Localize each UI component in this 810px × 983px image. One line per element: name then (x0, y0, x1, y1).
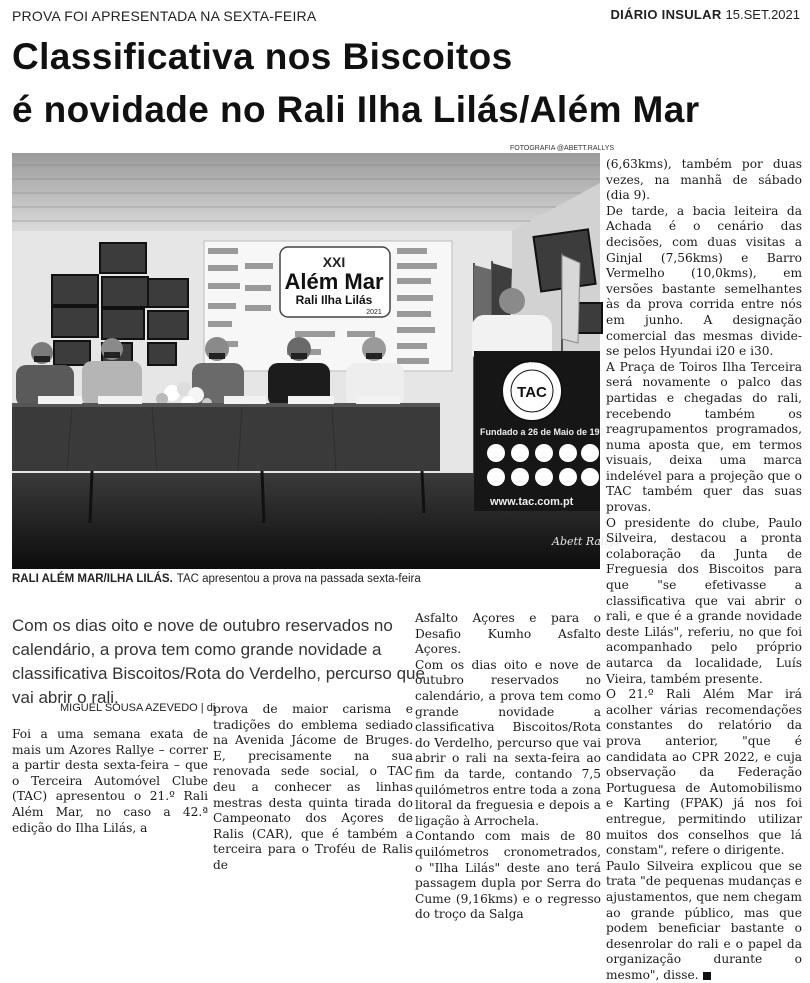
caption-text: TAC apresentou a prova na passada sexta-feira (176, 573, 421, 585)
paragraph: O presidente do clube, Paulo Silveira, destacou a pronta colaboração da Junta de Freguesia dos Biscoitos para que "se efetivasse a classificativa que vai abrir o rali, e que é a grande novidade deste Lilás", referiu, no que foi acompanhado pelo próprio autarca da localidade, Luís Vieira, também presente. (606, 515, 802, 686)
paragraph: (6,63kms), também por duas vezes, na manhã de sábado (dia 9). (606, 157, 802, 203)
photo-illustration (12, 153, 620, 569)
paragraph: Contando com mais de 80 quilómetros cronometrados, o "Ilha Lilás" deste ano terá passagem dupla por Serra do Cume (9,16kms) e o regresso do troço da Salga (415, 829, 601, 922)
paragraph-text: Paulo Silveira explicou que se trata "de pequenas mudanças e ajustamentos, que nem chegam ao grande público, mas que podem beneficiar bastante o desenrolar do rali e o papel da organização durante o mesmo", disse. (606, 858, 802, 982)
lectern-founded: Fundado a 26 de Maio de 197 (480, 427, 605, 437)
lectern-url: www.tac.com.pt (490, 496, 574, 508)
article-column-4 (606, 157, 802, 983)
tac-logo-ring-text: TERCEIRA AUTOMÓVEL CLUBE (505, 360, 559, 364)
headline-line-1: Classificativa nos Biscoitos (12, 36, 513, 77)
tac-logo-text: TAC (517, 384, 547, 401)
press-conference-photo (12, 153, 620, 569)
event-logo-title: Além Mar (284, 269, 384, 294)
paragraph: Foi a uma semana exata de mais um Azores Rallye – correr a partir desta sexta-feira – que o Terceira Automóvel Clube (TAC) apresentou o 21.º Rali Além Mar, no caso a 42.ª edição do Ilha Lilás, a (12, 727, 208, 835)
photo-credit: FOTOGRAFIA @ABETT.RALLYS (510, 145, 615, 152)
paragraph: Com os dias oito e nove de outubro reservados no calendário, a prova tem como grande novidade a classificativa Biscoitos/Rota do Verdelho, percurso que vai abrir o rali na sexta-feira ao fim da tarde, contando 7,5 quilómetros entre toda a zona litoral da freguesia e depois a ligação à Arrochela. (415, 657, 601, 828)
lead-paragraph: Com os dias oito e nove de outubro reservados no calendário, a prova tem como grande novidade a classificativa Biscoitos/Rota do Verdelho, percurso que vai abrir o rali. (12, 616, 425, 707)
table (12, 403, 440, 471)
paragraph: A Praça de Toiros Ilha Terceira será novamente o palco das partidas e chegadas do rali, recebendo também os reagrupamentos programados, numa aposta que, em termos visuais, deixa uma marca indelével para a projeção que o TAC também quer das suas provas. (606, 359, 802, 515)
event-logo-edition: XXI (322, 254, 346, 270)
newspaper-masthead (610, 7, 800, 22)
newspaper-name: DIÁRIO INSULAR (610, 7, 722, 22)
article-column-2 (213, 702, 413, 874)
headline-line-2: é novidade no Rali Ilha Lilás/Além Mar (12, 89, 700, 130)
article-column-3 (415, 611, 601, 923)
paragraph: Asfalto Açores e para o Desafio Kumho Asfalto Açores. (415, 611, 601, 657)
paragraph: De tarde, a bacia leiteira da Achada é o cenário das decisões, com duas visitas a Ginjal (7,56kms) e Barro Vermelho (10,0kms), em versões bastante semelhantes às da prova corrida entre nós em junho. A designação comercial das mesmas divide-se pelos Hyundai i20 e i30. (606, 203, 802, 359)
issue-date: 15.SET.2021 (725, 7, 800, 22)
section-kicker: PROVA FOI APRESENTADA NA SEXTA-FEIRA (12, 8, 317, 24)
event-logo-subtitle: Rali Ilha Lilás (295, 293, 373, 307)
photo-caption (12, 573, 421, 585)
paragraph: prova de maior carisma e tradições do emblema sediado na Avenida Jácome de Bruges. E, precisamente na sua renovada sede social, o TAC deu a conhecer as linhas mestras desta quinta tirada do Campeonato dos Açores de Ralis (CAR), que é também a terceira para o Troféu de Ralis de (213, 702, 413, 872)
paragraph (606, 859, 802, 983)
caption-label: RALI ALÉM MAR/ILHA LILÁS. (12, 573, 173, 585)
photographer-signature: Abett Rallys (552, 535, 620, 548)
headline (12, 30, 802, 136)
byline: MIGUEL SOUSA AZEVEDO | di (60, 702, 216, 714)
end-of-article-mark (703, 972, 711, 980)
article-column-1 (12, 727, 208, 836)
paragraph: O 21.º Rali Além Mar irá acolher várias recomendações constantes do relatório da prova anterior, "que é candidata ao CPR 2022, e cuja observação da Federação Portuguesa de Automobilismo e Karting (FPAK) já nos foi entregue, permitindo utilizar muitos dos conselhos que lá constam", refere o dirigente. (606, 687, 802, 858)
event-logo-year: 2021 (366, 309, 382, 316)
